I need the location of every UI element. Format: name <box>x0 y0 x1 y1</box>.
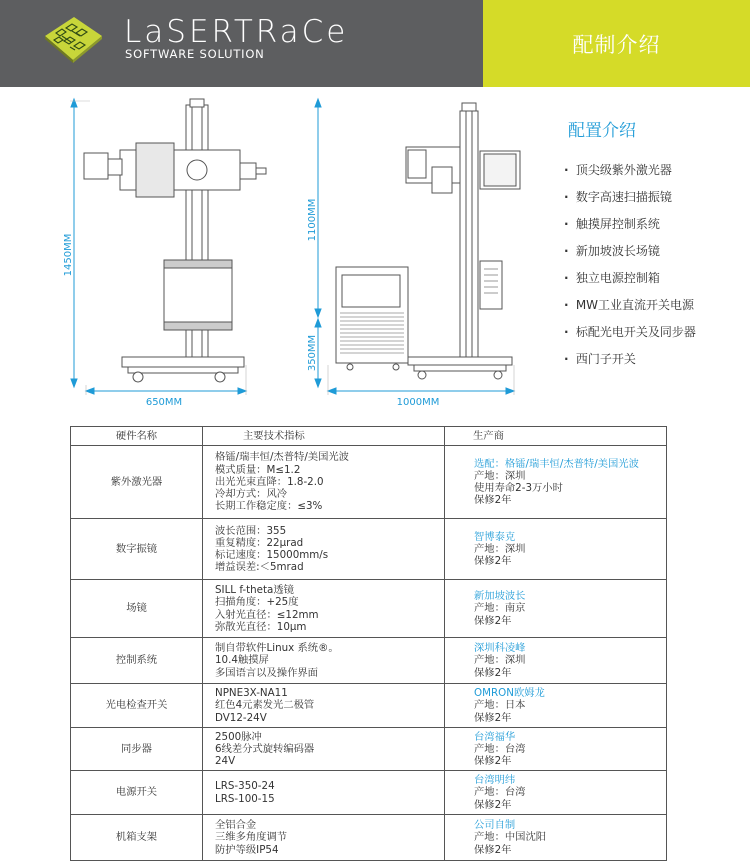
table-row <box>71 580 667 638</box>
bullet-icon: · <box>564 217 569 231</box>
dim-width-right: 1000MM <box>396 397 440 408</box>
spec-cell: NPNE3X-NA11 红色4元素发光二极管 DV12-24V <box>203 684 445 728</box>
hardware-name: 紫外激光器 <box>71 446 203 519</box>
spec-cell: 制自带软件Linux 系统®。 10.4触摸屏 多国语言以及操作界面 <box>203 638 445 684</box>
config-title: 配置介绍 <box>568 121 636 141</box>
hardware-spec-table <box>70 426 667 861</box>
hardware-name: 光电检查开关 <box>71 684 203 728</box>
spec-cell: 波长范围：355 重复精度：22μrad 标记速度：15000mm/s 增益误差:＜5mrad <box>203 519 445 580</box>
table-row <box>71 519 667 580</box>
header-bar <box>0 0 750 87</box>
maker-cell: OMRON欧姆龙 产地：日本 保修2年 <box>445 684 667 728</box>
bullet-icon: · <box>564 298 569 312</box>
table-row <box>71 684 667 728</box>
bullet-icon: · <box>564 244 569 258</box>
bullet-icon: · <box>564 352 569 366</box>
hardware-name: 数字振镜 <box>71 519 203 580</box>
dim-height-right: 1100MM <box>307 198 318 242</box>
bullet-icon: · <box>564 271 569 285</box>
config-item: · MW工业直流开关电源 <box>564 295 696 322</box>
maker-cell: 选配：格镭/瑞丰恒/杰普特/美国光波 产地：深圳 使用寿命2-3万小时 保修2年 <box>445 446 667 519</box>
hardware-name: 场镜 <box>71 580 203 638</box>
maker-cell: 深圳科凌峰 产地：深圳 保修2年 <box>445 638 667 684</box>
bullet-icon: · <box>564 190 569 204</box>
bullet-icon: · <box>564 163 569 177</box>
brand-name: LaSERTRaCe <box>124 14 349 50</box>
header-manufacturer: 生产商 <box>445 427 667 446</box>
table-row <box>71 638 667 684</box>
table-row <box>71 771 667 815</box>
maker-cell: 智博泰克 产地：深圳 保修2年 <box>445 519 667 580</box>
hardware-name: 电源开关 <box>71 771 203 815</box>
spec-cell: 全铝合金 三维多角度调节 防护等级IP54 <box>203 815 445 861</box>
header-title-panel <box>483 0 750 87</box>
table-row <box>71 446 667 519</box>
config-item: · 触摸屏控制系统 <box>564 214 696 241</box>
spec-cell: 格镭/瑞丰恒/杰普特/美国光波 模式质量：M≤1.2 出光光束直降：1.8-2.0 冷却方式：风冷 长期工作稳定度：≤3% <box>203 446 445 519</box>
dim-height-left: 1450MM <box>63 233 74 277</box>
table-row <box>71 815 667 861</box>
maker-cell: 新加坡波长 产地：南京 保修2年 <box>445 580 667 638</box>
config-item: · 新加坡波长场镜 <box>564 241 696 268</box>
hardware-name: 同步器 <box>71 728 203 771</box>
bullet-icon: · <box>564 325 569 339</box>
config-item: · 独立电源控制箱 <box>564 268 696 295</box>
maker-cell: 公司自制 产地：中国沈阳 保修2年 <box>445 815 667 861</box>
header-main-specs: 主要技术指标 <box>203 427 445 446</box>
machine-technical-drawing <box>60 95 530 415</box>
spec-cell: 2500脉冲 6线差分式旋转编码器 24V <box>203 728 445 771</box>
header-hardware-name: 硬件名称 <box>71 427 203 446</box>
table-header-row <box>71 427 667 446</box>
side-view-machine <box>84 99 266 382</box>
front-view-machine <box>336 103 520 379</box>
config-feature-list <box>564 160 696 376</box>
dim-height-base: 350MM <box>307 334 318 372</box>
dim-width-left: 650MM <box>145 397 183 408</box>
hardware-name: 控制系统 <box>71 638 203 684</box>
config-item: · 数字高速扫描振镜 <box>564 187 696 214</box>
maker-cell: 台湾福华 产地：台湾 保修2年 <box>445 728 667 771</box>
config-item: · 顶尖级紫外激光器 <box>564 160 696 187</box>
maker-cell: 台湾明纬 产地：台湾 保修2年 <box>445 771 667 815</box>
spec-cell: LRS-350-24 LRS-100-15 <box>203 771 445 815</box>
page-title: 配制介绍 <box>572 32 661 57</box>
brand-tagline: SOFTWARE SOLUTION <box>125 47 265 61</box>
config-item: · 标配光电开关及同步器 <box>564 322 696 349</box>
hardware-name: 机箱支架 <box>71 815 203 861</box>
spec-cell: SILL f-theta透镜 扫描角度：+25度 入射光直径：≤12mm 弥散光直径：10μm <box>203 580 445 638</box>
lasertrace-logo-icon <box>42 14 104 64</box>
table-row <box>71 728 667 771</box>
config-item: · 西门子开关 <box>564 349 696 376</box>
